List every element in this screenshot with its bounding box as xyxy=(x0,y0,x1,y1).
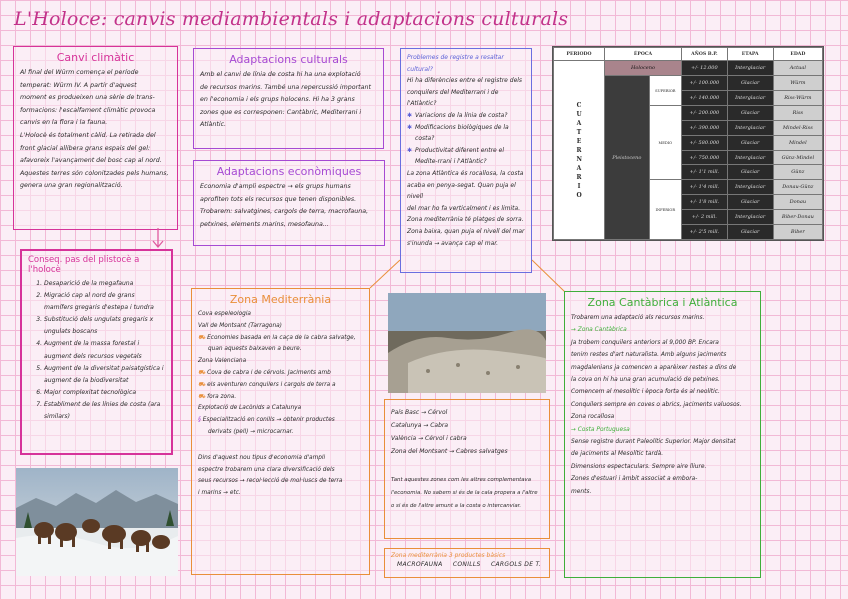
med-line: Explotació de Lacònids a Catalunya xyxy=(198,405,302,412)
med-bottom: espectre trobarem una clara diversificació dels xyxy=(198,466,335,473)
mammoth-herd-illustration xyxy=(16,468,178,576)
med-text: els aventuren conquilers i cargols de terra a xyxy=(207,381,336,388)
canvi-line: L'Holocè és totalment càlid. La retirada del xyxy=(20,131,156,139)
list-item xyxy=(407,110,525,122)
problemes-registre-box xyxy=(400,48,532,273)
table-header: ETAPA xyxy=(727,48,773,61)
med-line: quan aquests baixaven a beure. xyxy=(208,346,302,353)
canvi-climatic-heading: Canvi climàtic xyxy=(56,51,135,64)
adaptacions-culturals-text xyxy=(194,69,383,132)
producte-item: MACROFAUNA xyxy=(397,561,443,568)
edad-cell: Biber xyxy=(773,225,822,240)
chronology-table xyxy=(552,46,824,241)
years-cell: +/- 140.000 xyxy=(682,91,728,106)
cant-line: Dimensions espectaculars. Sempre aire lliure. xyxy=(571,463,707,470)
etapa-cell: Interglaciar xyxy=(727,210,773,225)
edad-cell: Actual xyxy=(773,61,822,76)
problemes-intro: conquilers del Mediterrani i de l'Atlàntic? xyxy=(407,88,499,108)
especie-bottom: l'economia. No sabem si és de la cala propera a l'altre xyxy=(391,490,538,496)
table-header: ÉPOCA xyxy=(605,48,682,61)
era-label: C U A T E R N A R I O xyxy=(576,101,582,199)
med-line xyxy=(198,380,363,392)
adapt-cult-line: zones que es corresponen: Cantàbric, Mediterrani i Atlàntic. xyxy=(200,108,362,129)
list-item: 7. Establiment de les línies de costa (ara similars) xyxy=(44,399,165,423)
years-cell: +/- 1'1 mill. xyxy=(682,165,728,180)
problemes-registre-text xyxy=(401,49,531,249)
adaptacions-economiques-box xyxy=(193,160,385,246)
years-cell: +/- 390.000 xyxy=(682,120,728,135)
edad-cell: Riss-Würm xyxy=(773,91,822,106)
canvi-line: temperat: Würm IV. A partir d'aquest xyxy=(20,81,137,89)
etapa-cell: Glaciar xyxy=(727,225,773,240)
list-item: 2. Migració cap al nord de grans mamífers gregaris d'estepa i tundra xyxy=(44,290,165,314)
cant-line: la cova on hi ha una gran acumulació de petxines. xyxy=(571,377,720,384)
years-cell: +/- 200.000 xyxy=(682,105,728,120)
med-text: Economies basada en la caça de la cabra salvatge, xyxy=(207,334,356,341)
list-item: 1. Desaparició de la megafauna xyxy=(44,278,165,290)
adaptacions-economiques-text xyxy=(194,181,384,231)
cant-line: Conquilers sempre en coves o abrics, jaciments valuosos. xyxy=(571,401,742,408)
cant-line: magdalenians ja comencen a aparèixer restes a dins de xyxy=(571,364,737,371)
cart-icon: ⛟ xyxy=(198,369,206,376)
adapt-econ-line: Trobarem: salvatgines, cargols de terra, macrofauna, xyxy=(200,208,369,216)
med-text: fora zona. xyxy=(207,393,237,400)
etapa-cell: Glaciar xyxy=(727,165,773,180)
list-item: 4. Augment de la massa forestal i augment dels recursos vegetals xyxy=(44,338,165,362)
edad-cell: Donau xyxy=(773,195,822,210)
productes-list xyxy=(385,559,549,568)
med-line: Zona Valenciana xyxy=(198,358,247,365)
years-cell: +/- 1'4 mill. xyxy=(682,180,728,195)
cant-line: Ja trobem conquilers anteriors al 9,000 BP. Encara xyxy=(571,339,719,346)
edad-cell: Mindel xyxy=(773,135,822,150)
canvi-climatic-box xyxy=(13,46,178,230)
producte-item: CARGOLS DE T. xyxy=(491,561,541,568)
canvi-climatic-text xyxy=(14,67,177,193)
zona-cantabrica-heading: Zona Cantàbrica i Atlàntica xyxy=(587,296,738,309)
bullet-text: Modificacions biològiques de la costa? xyxy=(415,123,509,143)
canvi-line: afavoreix l'avançament del bosc cap al nord. xyxy=(20,157,162,165)
edad-cell: Riss xyxy=(773,105,822,120)
med-line: Cova espeleologia xyxy=(198,311,251,317)
especie-bottom: Tant aquestes zones com les altres complementava xyxy=(391,477,532,483)
list-item: 3. Substitució dels ungulats gregaris x ungulats boscans xyxy=(44,314,165,338)
especie-line: Catalunya → Cabra xyxy=(391,422,449,429)
problemes-outro: del mar ho fa verticalment i es limita. xyxy=(407,204,521,212)
edad-cell: Mindel-Riss xyxy=(773,120,822,135)
sub-cell: INFERIOR xyxy=(649,180,681,240)
problemes-heading-2: cultural? xyxy=(407,65,433,73)
problemes-outro: La zona Atlàntica és rocallosa, la costa xyxy=(407,169,524,177)
star-icon: ✱ xyxy=(407,123,413,131)
adapt-cult-line: Amb el canvi de línia de costa hi ha una explotació xyxy=(200,71,361,78)
etapa-cell: Interglaciar xyxy=(727,180,773,195)
sub-cell: MEDIO xyxy=(649,105,681,179)
conquiler-site-photo xyxy=(388,293,546,393)
etapa-cell: Glaciar xyxy=(727,76,773,91)
cart-icon: ⛟ xyxy=(198,393,206,400)
era-cell xyxy=(554,61,605,240)
med-bottom: i marins → etc. xyxy=(198,490,241,497)
adapt-econ-line: petxines, elements marins, mesofauna... xyxy=(200,220,329,228)
years-cell: +/- 2'5 mill. xyxy=(682,225,728,240)
cart-icon: ⛟ xyxy=(198,381,206,388)
especie-line: País Basc → Cérvol xyxy=(391,409,448,416)
cart-icon: ⛟ xyxy=(198,334,206,341)
bullet-text: Variacions de la línia de costa? xyxy=(415,111,508,119)
list-item xyxy=(407,145,525,168)
med-line: Vall de Montsant (Tarragona) xyxy=(198,322,282,329)
adapt-econ-line: aprofiten tots els recursos que tenen disponibles. xyxy=(200,195,357,203)
edad-cell: Biber-Donau xyxy=(773,210,822,225)
table-header: AÑOS B.P. xyxy=(682,48,728,61)
adaptacions-economiques-heading: Adaptacions econòmiques xyxy=(216,165,362,178)
table-header: EDAD xyxy=(773,48,822,61)
canvi-line: formacions: l'escalfament climàtic provoca xyxy=(20,106,156,114)
table-header: PERIODO xyxy=(554,48,605,61)
canvi-line: canvis en la flora i la fauna. xyxy=(20,119,108,127)
cant-line: Trobarem una adaptació als recursos marins. xyxy=(571,315,705,321)
adapt-cult-line: en l'economia i els grups holocens. Hi ha 3 grans xyxy=(200,96,355,104)
cant-line: Zones d'estuari i àmbit associat a embora- xyxy=(571,476,698,483)
problemes-outro: s'inunda → avança cap el mar. xyxy=(407,239,499,247)
med-bottom: seus recursos → recol·lecció de mol·luscs de terra xyxy=(198,478,343,485)
problemes-heading: Problemes de registre a resaltar xyxy=(407,54,504,61)
productes-basics-box xyxy=(384,548,550,578)
down-arrow-icon xyxy=(150,228,166,250)
consequencies-box xyxy=(20,249,173,455)
bullet-text: Productivitat diferent entre el Medite-rrani i l'Atlàntic? xyxy=(415,146,504,166)
producte-item: CONILLS xyxy=(452,561,481,568)
canvi-line: genera una gran regionalització. xyxy=(20,182,123,190)
etapa-cell: Interglaciar xyxy=(727,91,773,106)
etapa-cell: Glaciar xyxy=(727,105,773,120)
cant-line: Sense registre durant Paleolític Superior. Major densitat xyxy=(571,439,736,446)
canvi-line: Aquestes terres són colonitzades pels humans, xyxy=(20,169,169,177)
especie-line: Zona del Montsant → Cabres salvatges xyxy=(391,448,508,455)
med-text: Cova de cabra i de cérvols. Jaciments amb xyxy=(207,369,331,376)
sub-cell: SUPERIOR xyxy=(649,76,681,106)
med-line: derivats (pell) → microcarnar. xyxy=(208,428,294,435)
page-title: L'Holoce: canvis mediambientals i adaptacions culturals xyxy=(14,8,569,30)
llista-especies-box xyxy=(384,399,550,539)
productes-heading: Zona mediterrània 3 productes bàsics xyxy=(391,552,506,559)
etapa-cell: Glaciar xyxy=(727,135,773,150)
consequencies-list xyxy=(22,278,171,423)
pleistoceno-cell: Pleistoceno xyxy=(605,76,650,240)
zona-cantabrica-text xyxy=(565,312,760,498)
med-line xyxy=(198,333,363,345)
list-item xyxy=(407,122,525,145)
edad-cell: Günz xyxy=(773,165,822,180)
especie-bottom: o si és de l'altre amunt a la costa o intercanviar. xyxy=(391,503,522,509)
zona-mediterrania-heading: Zona Mediterrània xyxy=(229,293,332,306)
med-line xyxy=(198,392,363,404)
llista-especies-text xyxy=(385,400,549,513)
etapa-cell: Interglaciar xyxy=(727,120,773,135)
zona-mediterrania-text xyxy=(192,309,369,500)
edad-cell: Würm xyxy=(773,76,822,91)
adapt-cult-line: de recursos marins. També una repercussió important xyxy=(200,83,371,91)
canvi-line: Al final del Würm comença el període xyxy=(20,69,139,76)
problemes-intro: Hi ha diferències entre el registre dels xyxy=(407,77,523,85)
cant-line: → Costa Portuguesa xyxy=(571,426,630,433)
cant-line: ments. xyxy=(571,488,592,495)
list-item: 6. Major complexitat tecnològica xyxy=(44,387,165,399)
canvi-line: moment es produeixen una sèrie de trans- xyxy=(20,94,155,102)
etapa-cell: Interglaciar xyxy=(727,61,773,76)
cant-line: Zona rocallosa xyxy=(571,414,615,421)
years-cell: +/- 100.000 xyxy=(682,76,728,91)
med-line xyxy=(198,415,363,427)
star-icon: ✱ xyxy=(407,146,413,154)
problemes-outro: acaba en penya-segat. Quan puja el nivell xyxy=(407,181,516,201)
edad-cell: Günz-Mindel xyxy=(773,150,822,165)
especie-line: València → Cérvol i cabra xyxy=(391,435,467,442)
etapa-cell: Glaciar xyxy=(727,195,773,210)
star-icon: ✱ xyxy=(407,111,413,119)
med-line xyxy=(198,368,363,380)
adaptacions-culturals-box xyxy=(193,48,384,149)
holoceno-cell: Holoceno xyxy=(605,61,682,76)
problemes-outro: Zona mediterrània té platges de sorra. xyxy=(407,216,524,224)
years-cell: +/- 12.000 xyxy=(682,61,728,76)
years-cell: +/- 2 mill. xyxy=(682,210,728,225)
etapa-cell: Interglaciar xyxy=(727,150,773,165)
years-cell: +/- 580.000 xyxy=(682,135,728,150)
cant-line: Comencem al mesolític i època forta és al neolític. xyxy=(571,389,720,396)
adaptacions-culturals-heading: Adaptacions culturals xyxy=(229,53,348,66)
cant-line: tenim restes d'art naturalista. Amb alguns jaciments xyxy=(571,352,727,359)
edad-cell: Donau-Günz xyxy=(773,180,822,195)
cant-line: de jaciments al Mesolític tardà. xyxy=(571,451,664,458)
zona-mediterrania-box xyxy=(191,288,370,575)
zona-cantabrica-box xyxy=(564,291,761,578)
cant-line: → Zona Cantàbrica xyxy=(571,327,627,334)
adapt-econ-line: Economia d'ampli espectre → els grups humans xyxy=(200,183,351,190)
years-cell: +/- 1'8 mill. xyxy=(682,195,728,210)
med-text: Especialització en conills → obtenir productes xyxy=(202,417,335,424)
consequencies-heading: Conseq. pas del plistocè a l'holocè xyxy=(28,255,140,275)
list-item: 5. Augment de la diversitat paisatgística i augment de la biodiversitat xyxy=(44,363,165,387)
med-bottom: Dins d'aquest nou tipus d'economia d'ampli xyxy=(198,454,326,461)
link-icon: § xyxy=(198,417,201,424)
canvi-line: front glacial allibera grans espais del gel: xyxy=(20,144,151,152)
years-cell: +/- 750.000 xyxy=(682,150,728,165)
problemes-outro: Zona baixa, quan puja el nivell del mar xyxy=(407,227,525,235)
